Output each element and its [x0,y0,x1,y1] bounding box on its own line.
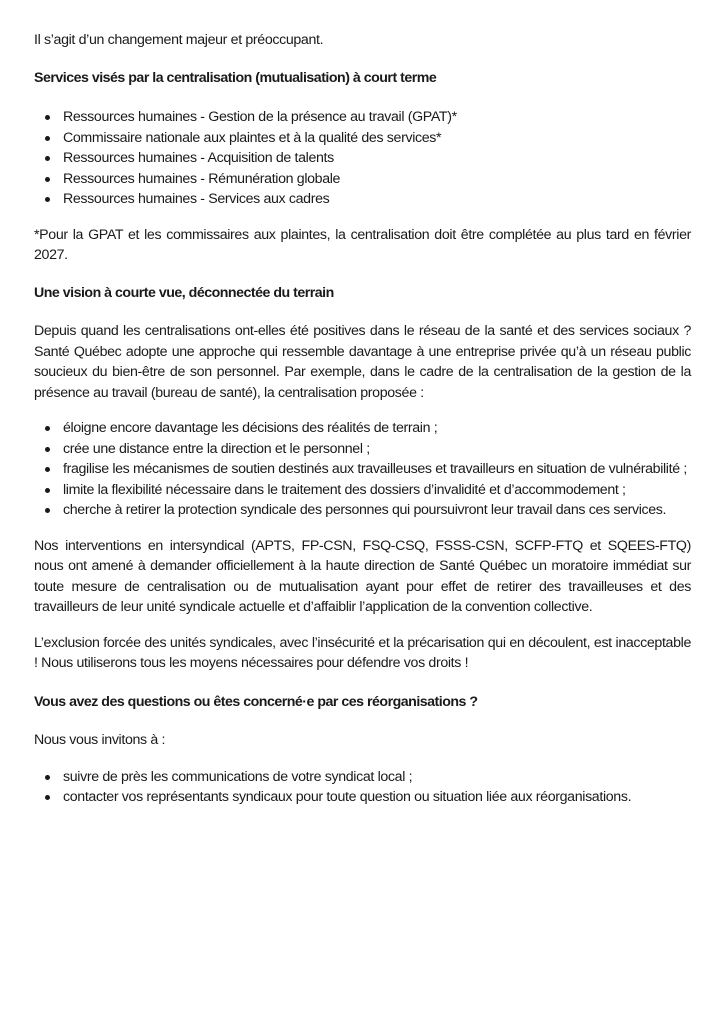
bullet-icon [45,467,50,472]
document-page [34,30,691,808]
services-list [34,107,691,210]
list-item: fragilise les mécanismes de soutien destinés aux travailleuses et travailleurs en situation de vulnérabilité ; [34,459,691,480]
bullet-icon [45,136,50,141]
list-item: limite la flexibilité nécessaire dans le traitement des dossiers d’invalidité et d’accommodement ; [34,480,691,501]
vision-paragraph: Depuis quand les centralisations ont-elles été positives dans le réseau de la santé et des services sociaux ? Santé Québec adopte une approche qui ressemble davantage à une entreprise privée qu’à un réseau public soucieux du bien-être de son personnel. Par exemple, dans le cadre de la centralisation de la gestion de la présence au travail (bureau de santé), la centralisation proposée : [34,323,691,401]
section-heading-vision: Une vision à courte vue, déconnectée du terrain [34,284,334,301]
list-item: cherche à retirer la protection syndicale des personnes qui poursuivront leur travail dans ces services. [34,500,691,521]
exclusion-paragraph: L’exclusion forcée des unités syndicales, avec l’insécurité et la précarisation qui en découlent, est inacceptable ! Nous utiliserons tous les moyens nécessaires pour défendre vos droits ! [34,634,691,671]
list-item: Ressources humaines - Rémunération globale [34,169,691,190]
list-item: Ressources humaines - Services aux cadres [34,189,691,210]
actions-list [34,767,691,808]
bullet-icon [45,426,50,431]
consequences-list [34,418,691,521]
list-item: Commissaire nationale aux plaintes et à la qualité des services* [34,128,691,149]
list-item: contacter vos représentants syndicaux pour toute question ou situation liée aux réorganisations. [34,787,691,808]
bullet-icon [45,508,50,513]
bullet-icon [45,795,50,800]
invitation-paragraph: Nous vous invitons à : [34,732,166,748]
section-heading-services: Services visés par la centralisation (mutualisation) à court terme [34,69,437,86]
bullet-icon [45,775,50,780]
list-item: Ressources humaines - Acquisition de talents [34,148,691,169]
intersyndical-paragraph: Nos interventions en intersyndical (APTS, FP-CSN, FSQ-CSQ, FSSS-CSN, SCFP-FTQ et SQEES-FTQ) nous ont amené à demander officiellement à la haute direction de Santé Québec un moratoire immédiat sur toute mesure de centralisation ou de mutualisation ayant pour effet de retirer des travailleuses et des travailleurs de leur unité syndicale actuelle et d’affaiblir l’application de la convention collective. [34,537,691,615]
list-item: Ressources humaines - Gestion de la présence au travail (GPAT)* [34,107,691,128]
bullet-icon [45,156,50,161]
footnote-paragraph: *Pour la GPAT et les commissaires aux plaintes, la centralisation doit être complétée au plus tard en février 2027. [34,226,691,263]
bullet-icon [45,197,50,202]
bullet-icon [45,488,50,493]
bullet-icon [45,447,50,452]
section-heading-questions: Vous avez des questions ou êtes concerné·e par ces réorganisations ? [34,693,478,710]
list-item: éloigne encore davantage les décisions des réalités de terrain ; [34,418,691,439]
list-item: crée une distance entre la direction et le personnel ; [34,439,691,460]
bullet-icon [45,177,50,182]
bullet-icon [45,115,50,120]
intro-paragraph: Il s’agit d’un changement majeur et préoccupant. [34,32,324,48]
list-item: suivre de près les communications de votre syndicat local ; [34,767,691,788]
